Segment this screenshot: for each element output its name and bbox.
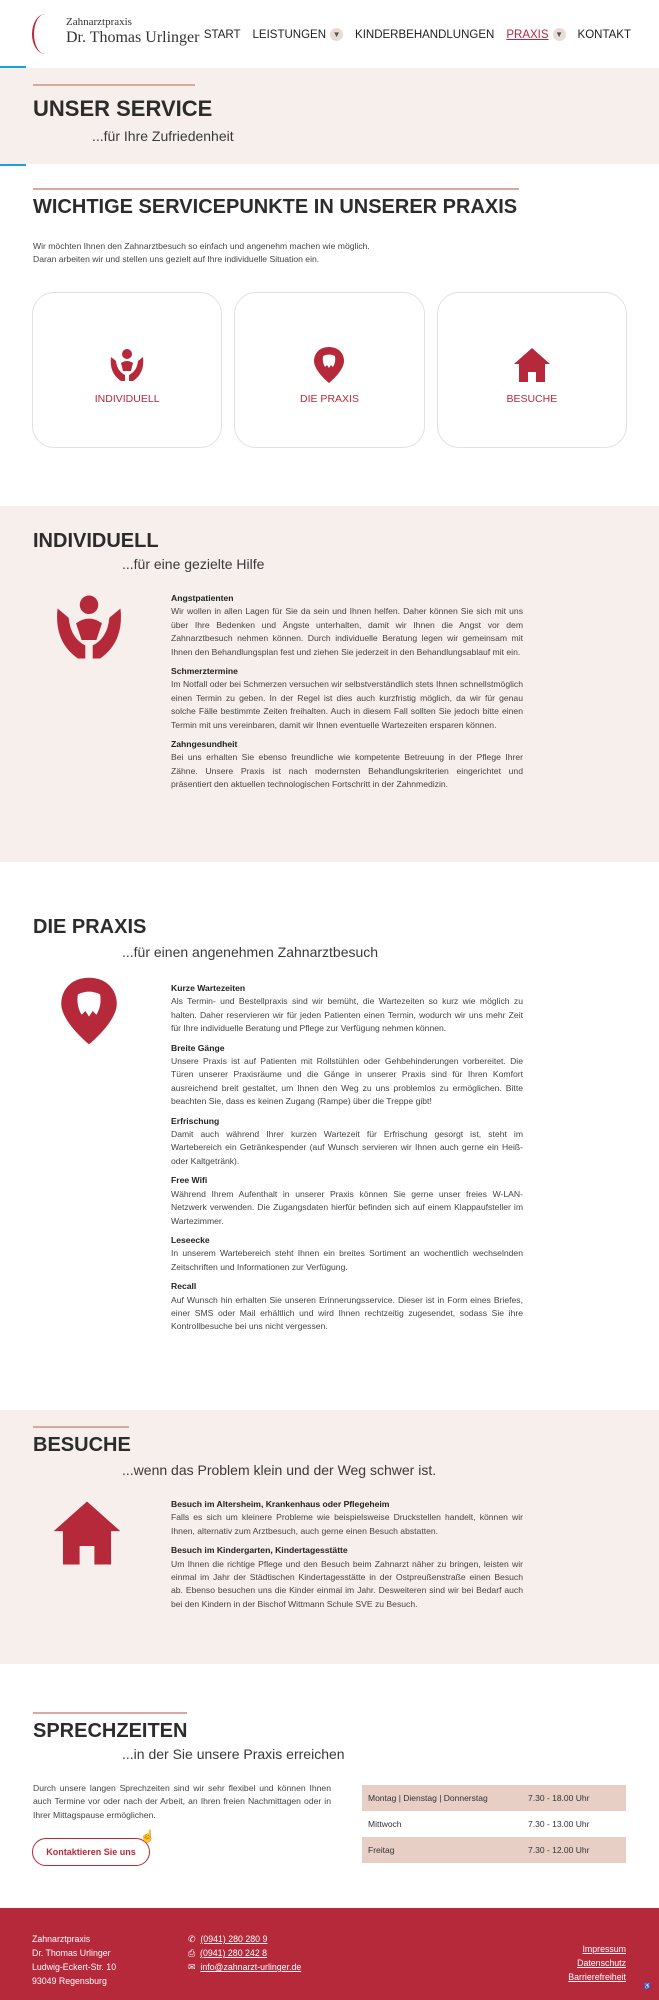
hero-section <box>0 68 659 164</box>
site-footer <box>0 1908 659 2000</box>
tooth-pin-icon <box>52 974 126 1048</box>
accessibility-icon[interactable]: ♿ <box>643 1984 651 1990</box>
link-impressum[interactable]: Impressum <box>582 1944 626 1954</box>
table-row: Freitag 7.30 - 12.00 Uhr <box>362 1837 626 1863</box>
footer-legal <box>568 1942 626 1984</box>
chevron-down-icon[interactable]: ▼ <box>330 28 343 41</box>
individuell-title: INDIVIDUELL <box>33 530 159 552</box>
sprechzeiten-subtitle: ...in der Sie unsere Praxis erreichen <box>122 1746 345 1762</box>
link-datenschutz[interactable]: Datenschutz <box>577 1958 626 1968</box>
house-icon <box>512 345 552 385</box>
card-die-praxis[interactable] <box>234 292 424 448</box>
sprechzeiten-title: SPRECHZEITEN <box>33 1720 188 1742</box>
besuche-title: BESUCHE <box>33 1434 131 1456</box>
caring-hands-icon <box>52 590 126 664</box>
praxis-subtitle: ...für einen angenehmen Zahnarztbesuch <box>122 944 379 960</box>
caring-hands-icon <box>107 345 147 385</box>
logo[interactable] <box>32 14 200 54</box>
besuche-subtitle: ...wenn das Problem klein und der Weg schwer ist. <box>122 1462 437 1478</box>
individuell-section <box>0 506 659 862</box>
footer-email[interactable]: ✉ info@zahnarzt-urlinger.de <box>188 1962 302 1972</box>
nav-leistungen[interactable]: LEISTUNGEN ▼ <box>253 28 344 41</box>
besuche-text: Besuch im Altersheim, Krankenhaus oder Pflegeheim Falls es sich um kleinere Probleme wie beispielsweise Druckstellen handelt, können wir Ihnen, alternativ zum Arztbesuch, auch gerne einen Besuch abstatten. Besuch im Kindergarten, Kindertagesstätte Um Ihnen die richtige Pflege und den Besuch beim Zahnarzt näher zu bringen, leisten wir einmal im Jahr der Städtischen Kindertagesstätte in der Ostpreußenstraße einen Besuch ab. Ebenso besuchen uns die Kinder einmal im Jahr. Desweiteren sind wir bei Bedarf auch bei den Kindern in der Bischof Wittmann Schule SVE zu Besuch. <box>171 1499 523 1609</box>
praxis-title: DIE PRAXIS <box>33 916 147 938</box>
chevron-down-icon[interactable]: ▼ <box>553 28 566 41</box>
footer-address: Zahnarztpraxis Dr. Thomas Urlinger Ludwig-Eckert-Str. 10 93049 Regensburg <box>32 1934 117 1986</box>
footer-fax[interactable]: ⎙ (0941) 280 242 8 <box>188 1948 268 1958</box>
service-intro: Wir möchten Ihnen den Zahnarztbesuch so einfach und angenehm machen wie möglich. Daran arbeiten wir und stellen uns gezielt auf Ihre individuelle Situation ein. <box>33 241 370 265</box>
card-besuche[interactable] <box>437 292 627 448</box>
logo-line1: Zahnarztpraxis <box>66 16 132 28</box>
individuell-text: Angstpatienten Wir wollen in allen Lagen für Sie da sein und Ihnen helfen. Daher können Sie sich mit uns über Ihre Bedenken und Ängste unterhalten, damit wir Ihnen die Angst vor dem Zahnarztbesuch nehmen können. Durch individuelle Beratung legen wir gemeinsam mit Ihnen den Behandlungsplan fest und ziehen Sie jederzeit in den Behandlungsablauf mit ein. Schmerztermine Im Notfall oder bei Schmerzen versuchen wir selbstverständlich stets Ihnen schnellstmöglich einen Termin zu geben. In der Regel ist dies auch kurzfristig möglich, da wir für genau solche Fälle bestimmte Zeiten freihalten. Auch in diesem Fall sollten Sie jedoch bitte einen Termin mit uns vereinbaren, damit wir Ihnen eventuelle Wartezeiten ersparen können. Zahngesundheit Bei uns erhalten Sie ebenso freundliche wie kompetente Betreuung in der Pflege Ihrer Zähne. Unsere Praxis ist nach modernsten Behandlungskriterien eingerichtet und präsentiert den aktuellen technologischen Fortschritt in der Zahnmedizin. <box>171 593 523 790</box>
card-label: DIE PRAXIS <box>300 393 359 405</box>
sprechzeiten-text: Durch unsere langen Sprechzeiten sind wir sehr flexibel und können Ihnen auch Termine vor oder nach der Arbeit, an Ihren freien Nachmittagen oder in Ihrer Mittagspause ermöglichen. <box>33 1783 331 1820</box>
link-barrierefreiheit[interactable]: Barrierefreiheit <box>568 1972 626 1982</box>
footer-contact <box>188 1932 301 1974</box>
nav-start[interactable]: START <box>203 28 241 41</box>
tooth-pin-icon <box>309 345 349 385</box>
pointer-hand-icon: ☝ <box>140 1829 155 1843</box>
card-label: BESUCHE <box>506 393 558 405</box>
logo-line2: Dr. Thomas Urlinger <box>66 29 200 46</box>
praxis-text: Kurze Wartezeiten Als Termin- und Bestellpraxis sind wir bemüht, die Wartezeiten so kurz wie möglich zu halten. Daher reservieren wir für jeden Patienten einen Termin, wodurch wir uns mehr Zeit für Ihre individuelle Beratung und Pflege zur Verfügung nehmen können. Breite Gänge Unsere Praxis ist auf Patienten mit Rollstühlen oder Gehbehinderungen vorbereitet. Die Türen unserer Praxisräume und die Gänge in unserer Praxis sind für Ihren Komfort ausreichend breit gestaltet, um Ihnen den Weg zu uns problemlos zu ermöglichen. Bitte beachten Sie, dass es keinen Zugang (Rampe) über die Treppe gibt! Erfrischung Damit auch während Ihrer kurzen Wartezeit für Erfrischung gesorgt ist, steht im Wartebereich ein Getränkespender (auf Wunsch servieren wir Ihnen auch gerne ein Heiß- oder Kaltgetränk). Free Wifi Während Ihrem Aufenthalt in unserer Praxis können Sie gerne unser freies W-LAN-Netzwerk verwenden. Die Zugangsdaten hierfür befinden sich auf einem Klappaufsteller im Wartezimmer. Leseecke In unserem Wartebereich steht Ihnen ein breites Sortiment an wochentlich wechselnden Zeitschriften und Informationen zur Verfügung. Recall Auf Wunsch hin erhalten Sie unseren Erinnerungsservice. Dieser ist in Form eines Briefes, einer SMS oder Mail erhältlich und wird Ihnen rechtzeitig zugesendet, sodass Sie ihre Kontrollbesuche bei uns nicht vergessen. <box>171 983 523 1332</box>
footer-phone[interactable]: ✆ (0941) 280 280 9 <box>188 1934 268 1944</box>
mail-icon: ✉ <box>188 1962 196 1972</box>
table-row: Montag | Dienstag | Donnerstag 7.30 - 18.00 Uhr <box>362 1785 626 1811</box>
nav-praxis[interactable]: PRAXIS ▼ <box>506 28 565 41</box>
page-subtitle: ...für Ihre Zufriedenheit <box>92 128 234 144</box>
main-nav <box>204 28 631 41</box>
service-title: WICHTIGE SERVICEPUNKTE IN UNSERER PRAXIS <box>33 196 518 218</box>
card-label: INDIVIDUELL <box>94 393 160 405</box>
fax-icon: ⎙ <box>188 1948 196 1958</box>
nav-kontakt[interactable]: KONTAKT <box>577 28 631 41</box>
service-cards <box>32 292 627 448</box>
card-individuell[interactable] <box>32 292 222 448</box>
nav-kinderbehandlungen[interactable]: KINDERBEHANDLUNGEN <box>355 28 495 41</box>
individuell-subtitle: ...für eine gezielte Hilfe <box>122 556 265 572</box>
table-row: Mittwoch 7.30 - 13.00 Uhr <box>368 1819 590 1829</box>
page-title: UNSER SERVICE <box>33 96 213 121</box>
phone-icon: ✆ <box>188 1934 196 1944</box>
besuche-section <box>0 1410 659 1664</box>
site-header <box>0 0 659 68</box>
contact-button[interactable]: Kontaktieren Sie uns ☝ <box>32 1838 150 1866</box>
house-icon <box>50 1496 124 1570</box>
opening-hours-table <box>362 1785 626 1863</box>
